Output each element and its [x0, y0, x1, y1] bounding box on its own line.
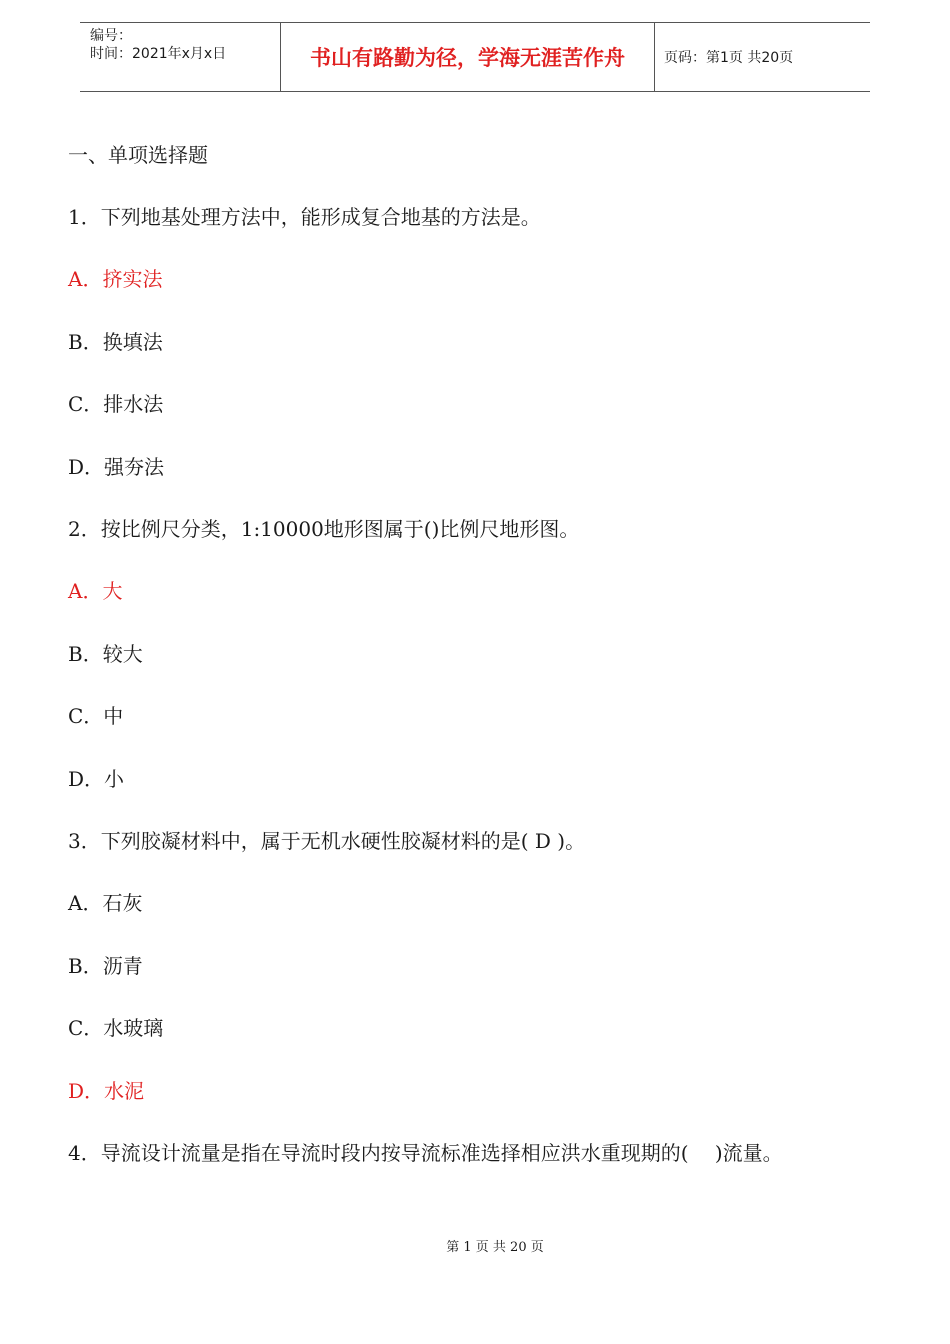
answer-option: A．大 [68, 579, 123, 603]
question-line: 1．下列地基处理方法中，能形成复合地基的方法是。 [68, 205, 541, 229]
section-title: 一、单项选择题 [68, 143, 208, 167]
question-line: 3．下列胶凝材料中，属于无机水硬性胶凝材料的是( D )。 [68, 829, 586, 853]
question-line: C．排水法 [68, 392, 164, 416]
question-line: D．小 [68, 767, 125, 791]
question-line: C．中 [68, 704, 124, 728]
doc-number-label: 编号： [90, 28, 132, 44]
page-footer: 第 1 页 共 20 页 [446, 1240, 544, 1255]
answer-option: A．挤实法 [68, 267, 163, 291]
answer-option: D．水泥 [68, 1079, 145, 1103]
question-line: B．较大 [68, 642, 143, 666]
header-meta [80, 23, 281, 91]
question-line: B．沥青 [68, 954, 143, 978]
question-line: D．强夯法 [68, 455, 165, 479]
header-motto: 书山有路勤为径，学海无涯苦作舟 [281, 23, 655, 91]
question-line: B．换填法 [68, 330, 163, 354]
header-page-info: 页码：第1页 共20页 [664, 50, 794, 66]
doc-time-label: 时间：2021年x月x日 [90, 46, 227, 62]
question-line: 4．导流设计流量是指在导流时段内按导流标准选择相应洪水重现期的( )流量。 [68, 1141, 783, 1165]
question-line: 2．按比例尺分类，1:10000地形图属于()比例尺地形图。 [68, 517, 580, 541]
question-line: C．水玻璃 [68, 1016, 164, 1040]
question-line: A．石灰 [68, 891, 143, 915]
page-header [80, 22, 870, 92]
